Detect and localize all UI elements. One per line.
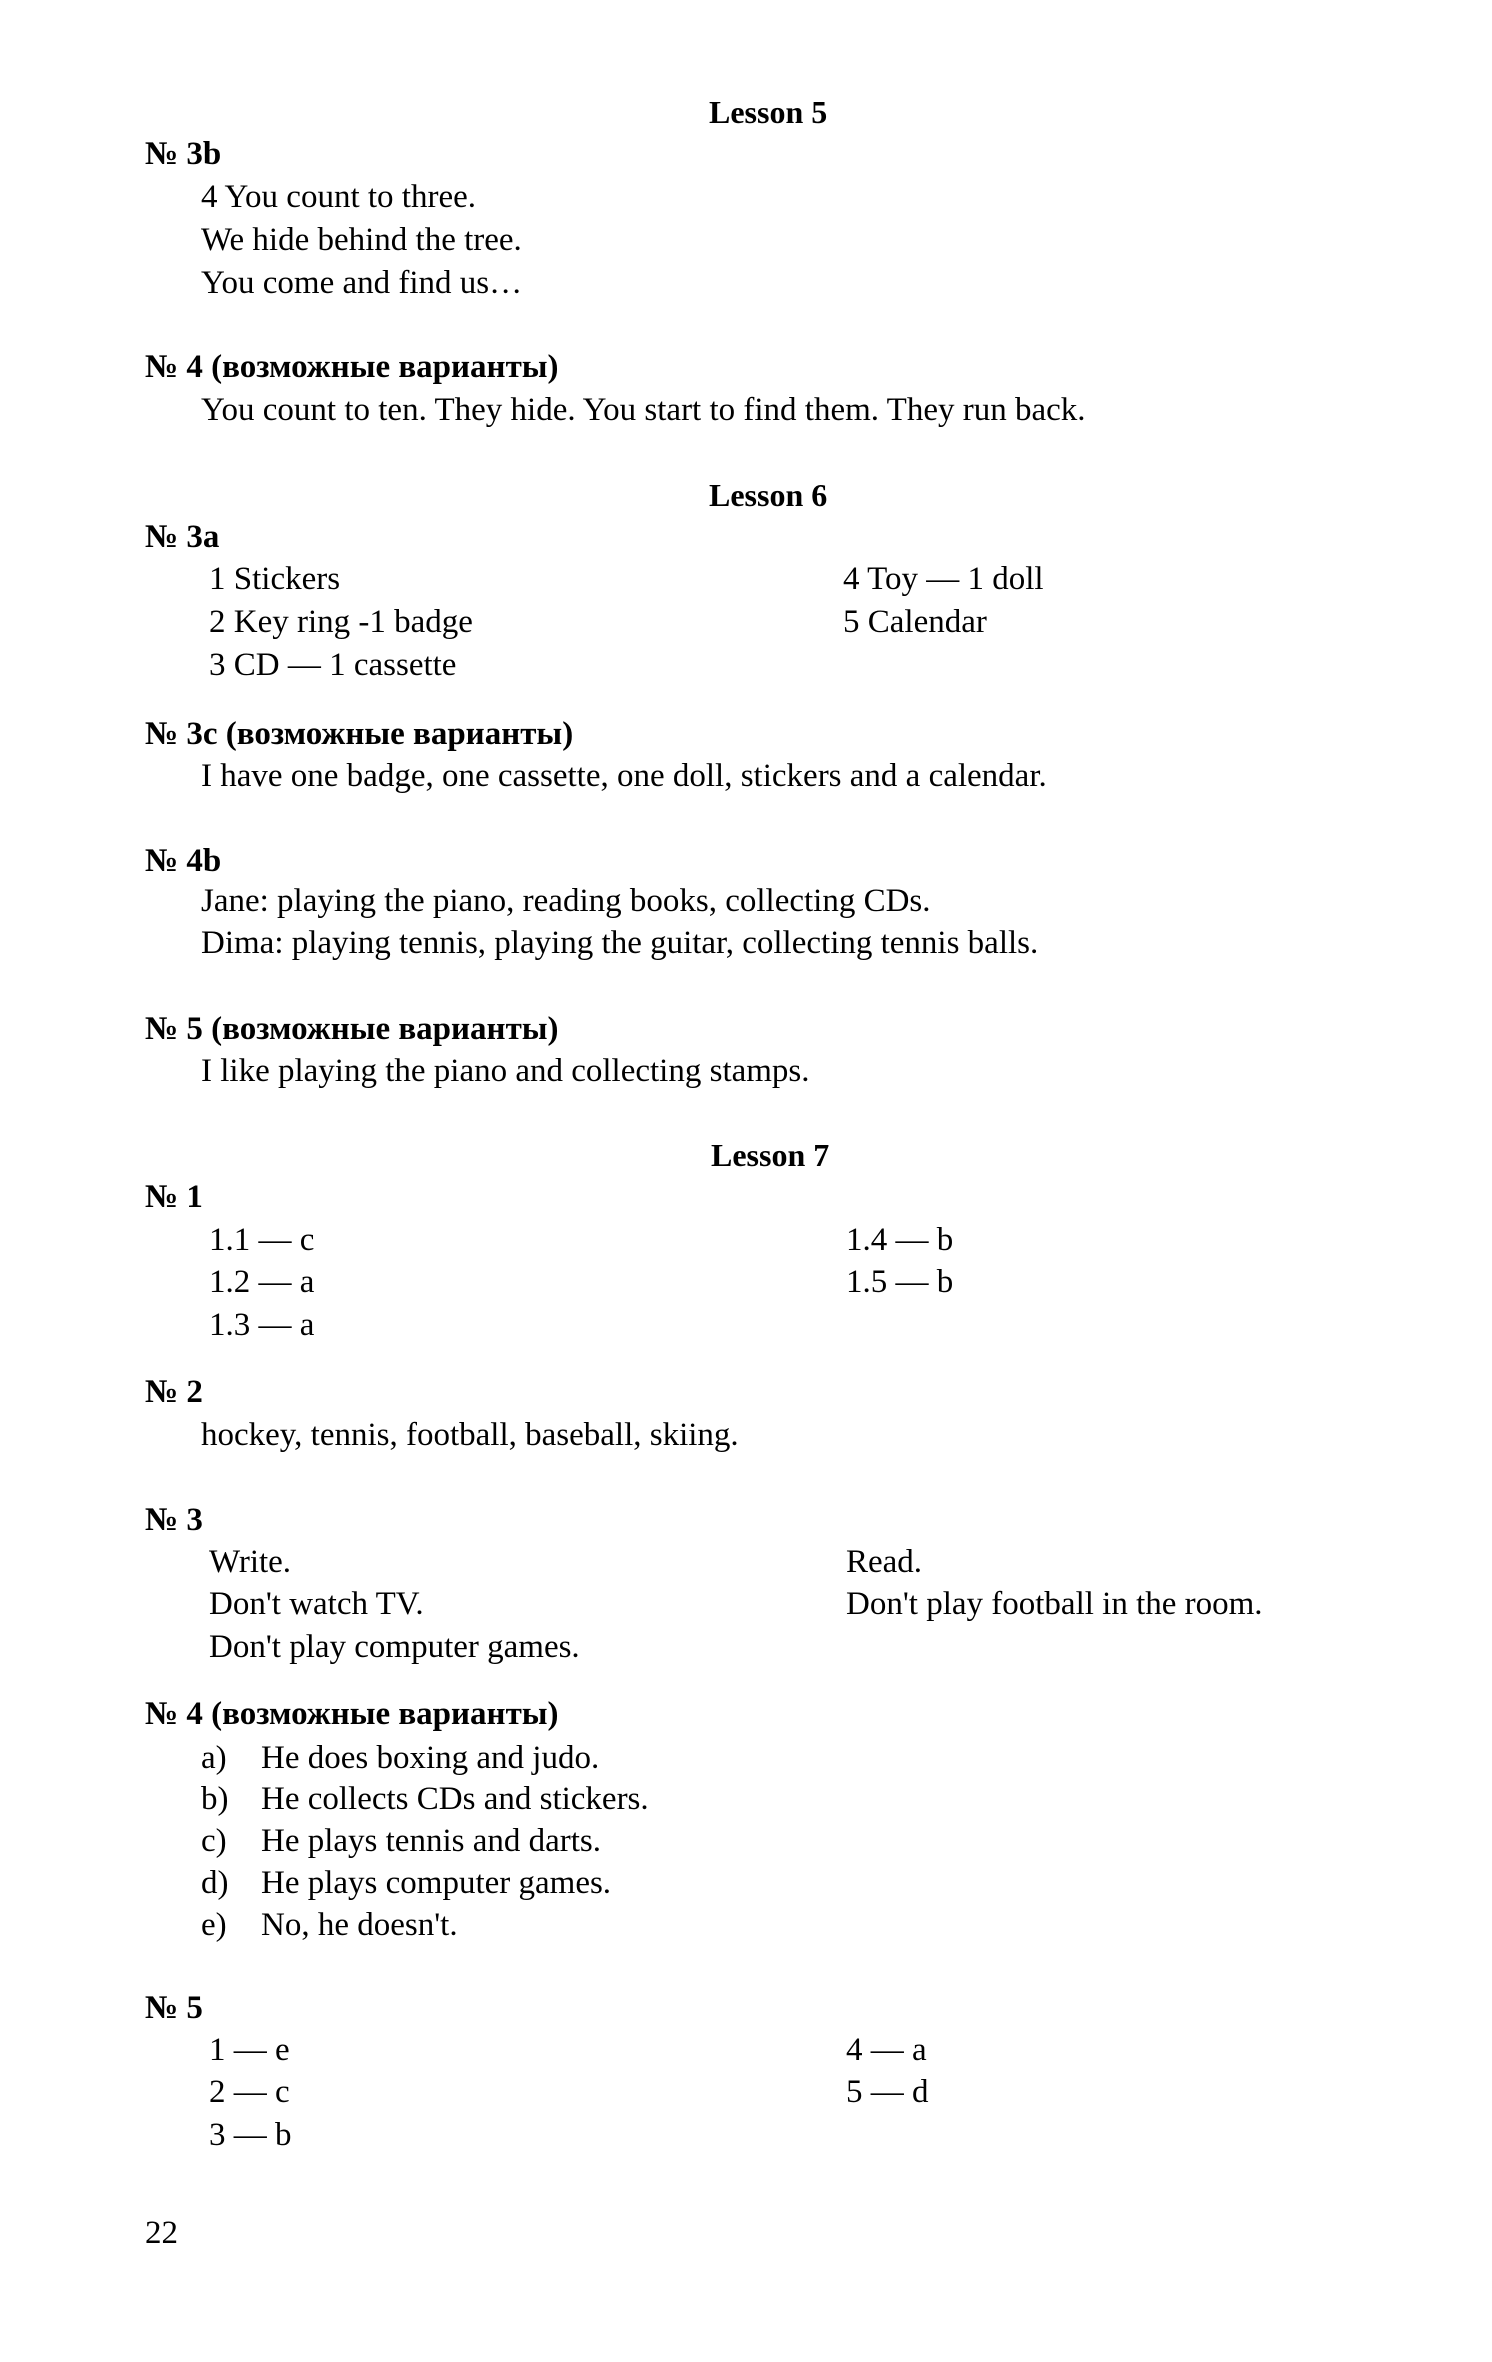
answer-line: hockey, tennis, football, baseball, skiing. xyxy=(201,1417,739,1453)
list-item: He plays computer games. xyxy=(261,1865,612,1901)
list-letter: e) xyxy=(201,1907,227,1943)
exercise-label: № 3c (возможные варианты) xyxy=(145,716,574,752)
answer-line: I have one badge, one cassette, one doll, stickers and a calendar. xyxy=(201,758,1047,794)
list-letter: a) xyxy=(201,1740,227,1776)
exercise-label: № 5 (возможные варианты) xyxy=(145,1011,559,1047)
list-letter: c) xyxy=(201,1823,227,1859)
exercise-label: № 3b xyxy=(145,136,222,172)
exercise-label: № 3a xyxy=(145,519,220,555)
answer-line: You come and find us… xyxy=(201,265,523,301)
answer-line: Don't watch TV. xyxy=(209,1586,424,1622)
answer-line: 1.3 — a xyxy=(209,1307,315,1343)
answer-line: 1.5 — b xyxy=(846,1264,954,1300)
answer-line: 4 — a xyxy=(846,2032,927,2068)
list-letter: b) xyxy=(201,1781,229,1817)
exercise-label: № 2 xyxy=(145,1374,203,1410)
lesson-6-title: Lesson 6 xyxy=(709,477,828,513)
list-item: No, he doesn't. xyxy=(261,1907,458,1943)
answer-line: 5 Calendar xyxy=(843,604,987,640)
exercise-label: № 3 xyxy=(145,1502,203,1538)
exercise-label: № 4 (возможные варианты) xyxy=(145,1696,559,1732)
exercise-label: № 1 xyxy=(145,1179,203,1215)
answer-line: 3 CD — 1 cassette xyxy=(209,647,457,683)
list-item: He plays tennis and darts. xyxy=(261,1823,602,1859)
exercise-label: № 5 xyxy=(145,1990,203,2026)
exercise-label: № 4b xyxy=(145,843,222,879)
answer-line: You count to ten. They hide. You start to find them. They run back. xyxy=(201,392,1086,428)
list-letter: d) xyxy=(201,1865,229,1901)
answer-line: 4 Toy — 1 doll xyxy=(843,561,1044,597)
answer-line: We hide behind the tree. xyxy=(201,222,522,258)
lesson-5-title: Lesson 5 xyxy=(709,94,828,130)
answer-line: 2 — c xyxy=(209,2074,290,2110)
answer-line: Don't play computer games. xyxy=(209,1629,580,1665)
answer-line: 3 — b xyxy=(209,2117,292,2153)
answer-line: I like playing the piano and collecting stamps. xyxy=(201,1053,810,1089)
answer-line: 1 Stickers xyxy=(209,561,341,597)
answer-line: Dima: playing tennis, playing the guitar, collecting tennis balls. xyxy=(201,925,1039,961)
answer-line: 4 You count to three. xyxy=(201,179,476,215)
answer-line: 5 — d xyxy=(846,2074,929,2110)
answer-line: 1.2 — a xyxy=(209,1264,315,1300)
list-item: He collects CDs and stickers. xyxy=(261,1781,649,1817)
lesson-7-title: Lesson 7 xyxy=(711,1137,830,1173)
answer-line: 1.4 — b xyxy=(846,1222,954,1258)
answer-line: 2 Key ring -1 badge xyxy=(209,604,473,640)
answer-line: 1 — e xyxy=(209,2032,290,2068)
page-number: 22 xyxy=(145,2215,178,2251)
answer-line: Read. xyxy=(846,1544,923,1580)
answer-line: 1.1 — c xyxy=(209,1222,315,1258)
answer-line: Jane: playing the piano, reading books, collecting CDs. xyxy=(201,883,931,919)
answer-line: Don't play football in the room. xyxy=(846,1586,1263,1622)
list-item: He does boxing and judo. xyxy=(261,1740,600,1776)
exercise-label: № 4 (возможные варианты) xyxy=(145,349,559,385)
answer-line: Write. xyxy=(209,1544,292,1580)
